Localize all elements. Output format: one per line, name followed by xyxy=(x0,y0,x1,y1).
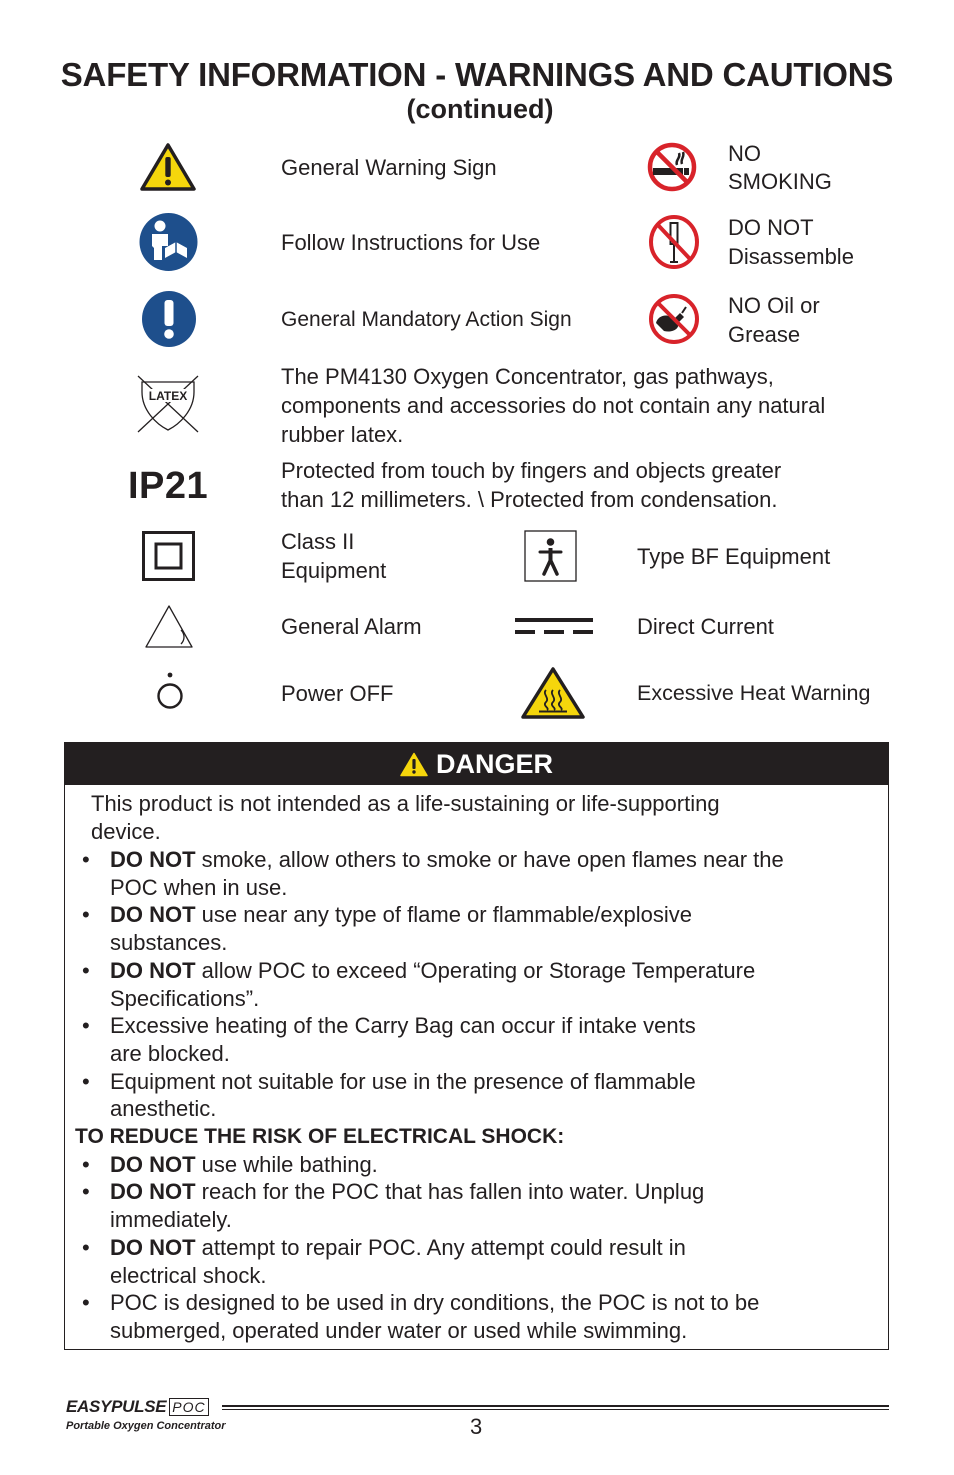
no-oil-grease-icon xyxy=(648,293,700,345)
brand-logo: EASYPULSE POC xyxy=(66,1397,209,1417)
danger-header xyxy=(65,743,888,785)
general-warning-label: General Warning Sign xyxy=(281,155,497,180)
bullet-marker: • xyxy=(82,847,90,872)
danger-bullet-1: DO NOT smoke, allow others to smoke or have open flames near the xyxy=(110,847,784,872)
class-ii-label-2: Equipment xyxy=(281,558,387,583)
bullet-marker: • xyxy=(82,1179,90,1204)
bullet-marker: • xyxy=(82,1152,90,1177)
footer-rule-thin xyxy=(222,1409,889,1410)
general-alarm-label: General Alarm xyxy=(281,614,422,639)
do-not-disassemble-label-2: Disassemble xyxy=(728,244,854,269)
follow-instructions-icon xyxy=(138,212,199,272)
general-warning-icon xyxy=(140,142,196,192)
danger-warning-icon xyxy=(400,752,428,777)
danger-heading: DANGER xyxy=(435,748,553,779)
type-bf-icon xyxy=(524,530,577,582)
danger-bullet-5: Equipment not suitable for use in the presence of flammable xyxy=(110,1069,696,1094)
bullet-marker: • xyxy=(82,1069,90,1094)
shock-bullet-3-cont: electrical shock. xyxy=(110,1263,267,1288)
footer-rule xyxy=(222,1405,889,1407)
ip21-code: IP21 xyxy=(128,465,209,507)
power-off-icon xyxy=(154,671,186,711)
bullet-marker: • xyxy=(82,1290,90,1315)
shock-bullet-4-cont: submerged, operated under water or used while swimming. xyxy=(110,1318,688,1343)
no-smoking-label-1: NO xyxy=(728,141,761,166)
follow-instructions-label: Follow Instructions for Use xyxy=(281,230,541,255)
no-oil-label-2: Grease xyxy=(728,322,801,347)
class-ii-label-1: Class II xyxy=(281,529,355,554)
shock-bullet-1: DO NOT use while bathing. xyxy=(110,1152,378,1177)
excessive-heat-icon xyxy=(520,666,586,720)
latex-text-2: components and accessories do not contain any natural xyxy=(281,393,826,418)
page-number: 3 xyxy=(470,1414,483,1439)
do-not-disassemble-icon xyxy=(648,214,700,270)
do-not-disassemble-label-1: DO NOT xyxy=(728,215,814,240)
bullet-marker: • xyxy=(82,958,90,983)
shock-bullet-3: DO NOT attempt to repair POC. Any attempt could result in xyxy=(110,1235,686,1260)
type-bf-label: Type BF Equipment xyxy=(637,544,831,569)
danger-bullet-4-cont: are blocked. xyxy=(110,1041,230,1066)
danger-bullet-3-cont: Specifications”. xyxy=(110,986,260,1011)
danger-bullet-3: DO NOT allow POC to exceed “Operating or Storage Temperature xyxy=(110,958,756,983)
shock-heading: TO REDUCE THE RISK OF ELECTRICAL SHOCK: xyxy=(75,1125,565,1148)
no-smoking-icon xyxy=(647,142,697,192)
shock-bullet-2: DO NOT reach for the POC that has fallen into water. Unplug xyxy=(110,1179,705,1204)
latex-text-1: The PM4130 Oxygen Concentrator, gas pathways, xyxy=(281,364,774,389)
bullet-marker: • xyxy=(82,1235,90,1260)
no-smoking-label-2: SMOKING xyxy=(728,169,832,194)
danger-bullet-4: Excessive heating of the Carry Bag can occur if intake vents xyxy=(110,1013,696,1038)
danger-intro-2: device. xyxy=(91,819,161,844)
danger-intro-1: This product is not intended as a life-sustaining or life-supporting xyxy=(91,791,720,816)
direct-current-icon xyxy=(515,617,593,637)
danger-bullet-2-cont: substances. xyxy=(110,930,228,955)
power-off-label: Power OFF xyxy=(281,681,394,706)
latex-text-3: rubber latex. xyxy=(281,422,404,447)
mandatory-action-icon xyxy=(141,290,197,348)
ip21-text-1: Protected from touch by fingers and objects greater xyxy=(281,458,782,483)
latex-icon-text: LATEX xyxy=(148,389,188,403)
danger-bullet-2: DO NOT use near any type of flame or flammable/explosive xyxy=(110,902,693,927)
brand-tagline: Portable Oxygen Concentrator xyxy=(66,1420,226,1432)
excessive-heat-label: Excessive Heat Warning xyxy=(637,681,871,705)
general-alarm-icon xyxy=(144,604,194,650)
page-title: SAFETY INFORMATION - WARNINGS AND CAUTIONS xyxy=(60,56,894,93)
danger-bullet-5-cont: anesthetic. xyxy=(110,1096,217,1121)
bullet-marker: • xyxy=(82,902,90,927)
latex-free-icon xyxy=(136,374,200,434)
danger-bullet-1-cont: POC when in use. xyxy=(110,875,288,900)
page-subtitle: (continued) xyxy=(406,94,554,124)
shock-bullet-2-cont: immediately. xyxy=(110,1207,232,1232)
mandatory-action-label: General Mandatory Action Sign xyxy=(281,308,572,331)
direct-current-label: Direct Current xyxy=(637,614,774,639)
ip21-text-2: than 12 millimeters. \ Protected from condensation. xyxy=(281,487,778,512)
no-oil-label-1: NO Oil or xyxy=(728,293,820,318)
shock-bullet-4: POC is designed to be used in dry conditions, the POC is not to be xyxy=(110,1290,760,1315)
class-ii-icon xyxy=(142,531,195,581)
bullet-marker: • xyxy=(82,1013,90,1038)
